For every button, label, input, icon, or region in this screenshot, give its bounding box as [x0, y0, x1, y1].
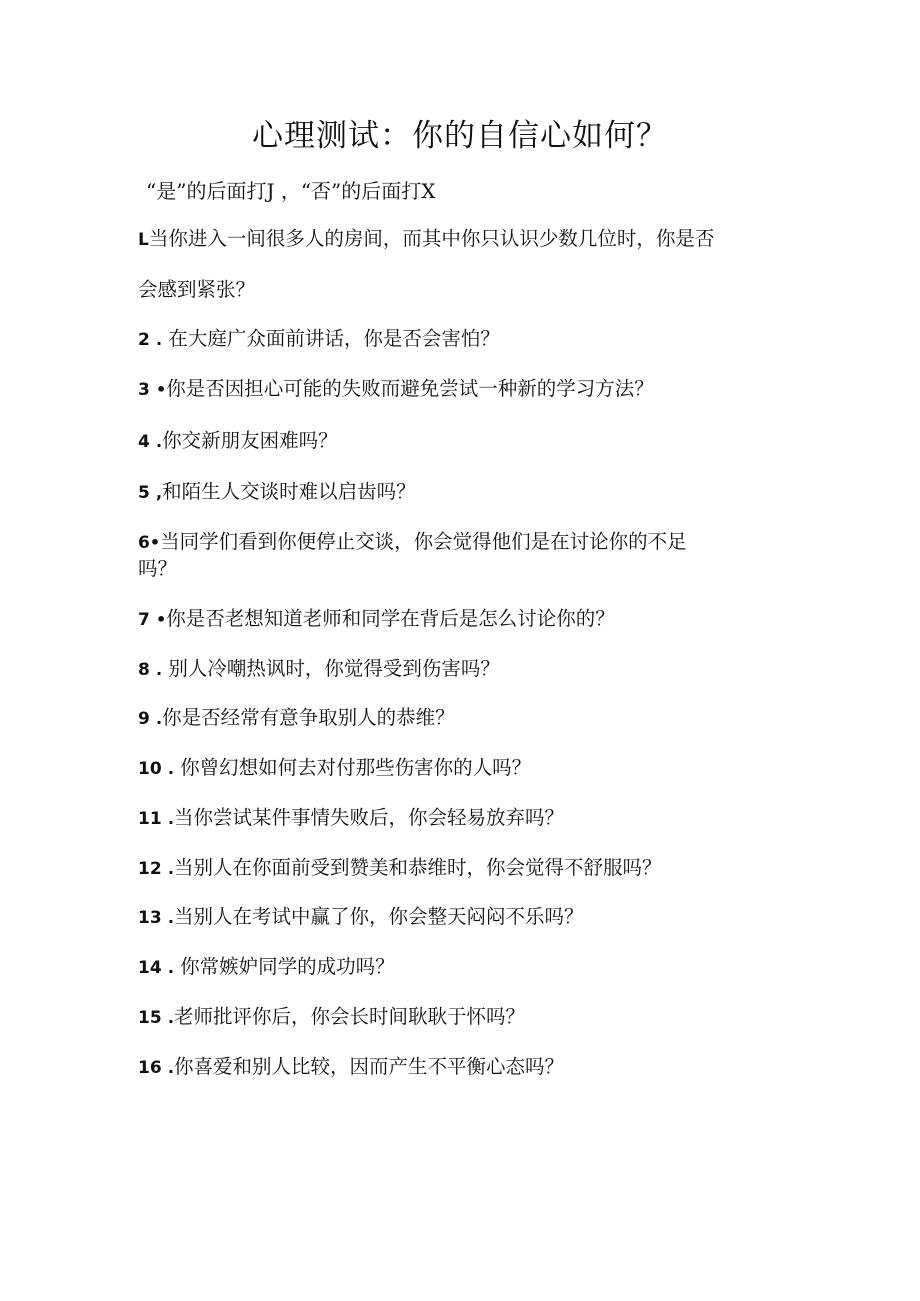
question-separator: • [156, 380, 167, 399]
question-text-continued: 吗？ [138, 557, 178, 580]
question-separator: . [167, 1008, 174, 1027]
question-number: 9 [138, 709, 150, 729]
question-item [138, 851, 661, 886]
question-separator: . [167, 908, 174, 927]
question-text-continued: 会感到紧张？ [138, 278, 256, 301]
question-number: 7 [138, 610, 150, 630]
question-text: 当别人在考试中赢了你，你会整天闷闷不乐吗？ [173, 905, 584, 928]
question-item [138, 652, 500, 687]
question-item [138, 372, 654, 407]
question-item [138, 801, 564, 836]
question-text: 你是否因担心可能的失败而避免尝试一种新的学习方法？ [166, 377, 654, 400]
question-number: 15 [138, 1008, 162, 1028]
question-number: 12 [138, 859, 162, 879]
question-text: 当同学们看到你便停止交谈，你会觉得他们是在讨论你的不足 [160, 530, 687, 553]
question-number: 11 [138, 809, 162, 829]
question-separator: . [156, 330, 163, 349]
page-title: 心理测试：你的自信心如何？ [252, 118, 668, 154]
question-number: L [138, 230, 149, 250]
question-text: 你是否经常有意争取别人的恭维？ [162, 706, 455, 729]
question-text: 当你进入一间很多人的房间，而其中你只认识少数几位时，你是否 [148, 227, 715, 250]
question-item [138, 900, 583, 935]
question-number: 13 [138, 908, 162, 928]
question-number: 6 [138, 533, 150, 553]
question-item [138, 475, 416, 510]
question-separator: • [156, 610, 167, 629]
question-separator: . [156, 432, 163, 451]
question-number: 3 [138, 380, 150, 400]
question-item [138, 701, 455, 736]
question-separator: . [167, 859, 174, 878]
question-item [138, 602, 615, 637]
question-separator: . [167, 1058, 174, 1077]
question-number: 14 [138, 958, 162, 978]
question-text: 当你尝试某件事情失败后，你会轻易放弃吗？ [173, 806, 564, 829]
instruction-text: “是”的后面打J ，“否”的后面打X [146, 179, 436, 203]
question-text: 你常嫉妒同学的成功吗？ [180, 955, 395, 978]
question-text: 你曾幻想如何去对付那些伤害你的人吗？ [180, 756, 532, 779]
question-item [138, 525, 687, 560]
question-text: 当别人在你面前受到赞美和恭维时，你会觉得不舒服吗？ [173, 856, 662, 879]
question-item [138, 322, 500, 357]
question-number: 5 [138, 483, 150, 503]
question-number: 16 [138, 1058, 162, 1078]
question-item [138, 222, 714, 257]
question-text: 你交新朋友困难吗？ [162, 429, 338, 452]
question-text: 在大庭广众面前讲话，你是否会害怕？ [168, 327, 500, 350]
question-text: 别人冷嘲热讽时，你觉得受到伤害吗？ [168, 657, 500, 680]
question-separator: . [167, 759, 174, 778]
question-item [138, 1000, 525, 1035]
question-separator: . [167, 958, 174, 977]
question-separator: . [156, 709, 163, 728]
question-item [138, 950, 395, 985]
question-item [138, 751, 531, 786]
question-separator: • [149, 533, 161, 552]
question-number: 4 [138, 432, 150, 452]
question-number: 2 [138, 330, 150, 350]
question-text: 你喜爱和别人比较，因而产生不平衡心态吗？ [173, 1055, 564, 1078]
question-separator: , [156, 483, 163, 502]
question-text: 老师批评你后，你会长时间耿耿于怀吗？ [173, 1005, 525, 1028]
question-number: 10 [138, 759, 162, 779]
question-item [138, 1050, 564, 1085]
question-separator: . [167, 809, 174, 828]
question-number: 8 [138, 660, 150, 680]
question-item [138, 424, 338, 459]
question-separator: . [156, 660, 163, 679]
question-text: 和陌生人交谈时难以启齿吗？ [162, 480, 416, 503]
question-text: 你是否老想知道老师和同学在背后是怎么讨论你的？ [166, 607, 615, 630]
